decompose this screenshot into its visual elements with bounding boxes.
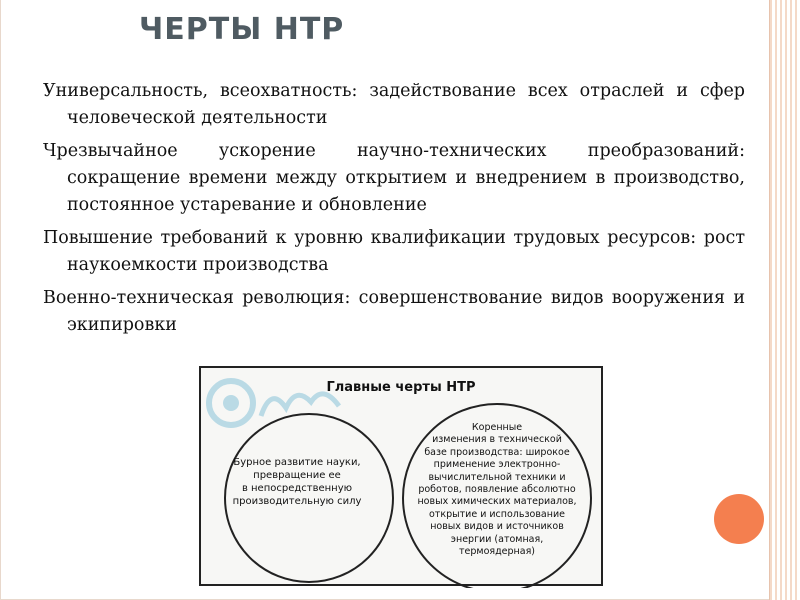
slide-title: ЧЕРТЫ НТР: [139, 12, 345, 47]
diagram-title: Главные черты НТР: [326, 380, 476, 395]
decorative-stripe: [769, 0, 800, 600]
bullet-item: Повышение требований к уровню квалификации трудовых ресурсов: рост наукоемкости производства: [43, 228, 745, 275]
bullet-list: [43, 78, 745, 345]
left-circle-text: Бурное развитие науки, превращение ее в непосредственную производительную силу: [232, 457, 362, 507]
bullet-item: Чрезвычайное ускорение научно-технических преобразований: сокращение времени между открытием и внедрением в производство, постоянное устаревание и обновление: [43, 141, 745, 215]
bullet-item: Универсальность, всеохватность: задействование всех отраслей и сфер человеческой деятельности: [43, 81, 745, 128]
right-circle-text: Коренные изменения в технической базе производства: широкое применение электронно- вычислительной техники и роботов, появление абсолютно новых химических материалов, открытие и использование новых видов и источников энергии (атомная, термоядерная): [417, 422, 577, 558]
diagram-image: [199, 366, 603, 586]
bullet-item: Военно-техническая революция: совершенствование видов вооружения и экипировки: [43, 288, 745, 335]
watermark-logo: [201, 368, 361, 438]
orange-dot-decoration: [714, 494, 764, 544]
